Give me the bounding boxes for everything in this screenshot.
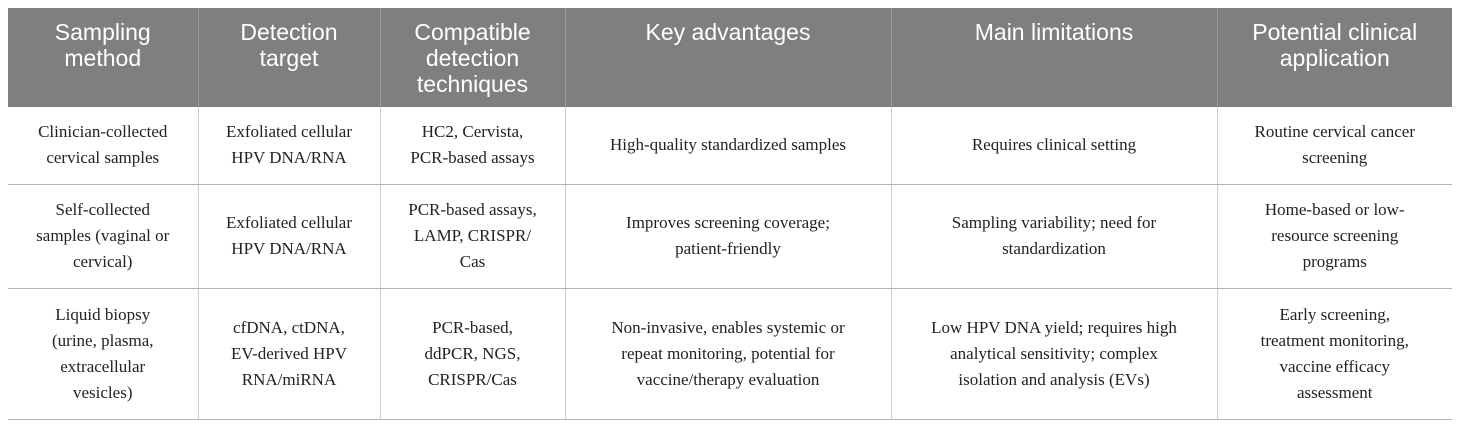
table-cell: Sampling variability; need for standardization xyxy=(891,184,1217,288)
table-cell: Low HPV DNA yield; requires high analytical sensitivity; complex isolation and analysis (EVs) xyxy=(891,288,1217,419)
table-cell: Requires clinical setting xyxy=(891,107,1217,184)
table-cell: Exfoliated cellular HPV DNA/RNA xyxy=(198,107,380,184)
table-cell: Home-based or low- resource screening programs xyxy=(1217,184,1452,288)
table-cell: cfDNA, ctDNA, EV-derived HPV RNA/miRNA xyxy=(198,288,380,419)
header-main-limitations: Main limitations xyxy=(891,8,1217,107)
table-cell: PCR-based, ddPCR, NGS, CRISPR/Cas xyxy=(380,288,565,419)
table-row xyxy=(8,107,1452,184)
comparison-table-container xyxy=(8,8,1452,420)
table-row xyxy=(8,184,1452,288)
header-sampling-method: Sampling method xyxy=(8,8,198,107)
table-header-row xyxy=(8,8,1452,107)
table-cell: High-quality standardized samples xyxy=(565,107,891,184)
sampling-methods-table xyxy=(8,8,1452,420)
table-cell: PCR-based assays, LAMP, CRISPR/ Cas xyxy=(380,184,565,288)
table-cell: Improves screening coverage; patient-friendly xyxy=(565,184,891,288)
header-detection-target: Detection target xyxy=(198,8,380,107)
table-cell: Early screening, treatment monitoring, vaccine efficacy assessment xyxy=(1217,288,1452,419)
table-cell: Clinician-collected cervical samples xyxy=(8,107,198,184)
table-cell: Self-collected samples (vaginal or cervical) xyxy=(8,184,198,288)
table-row xyxy=(8,288,1452,419)
table-cell: Liquid biopsy (urine, plasma, extracellular vesicles) xyxy=(8,288,198,419)
table-cell: Exfoliated cellular HPV DNA/RNA xyxy=(198,184,380,288)
header-key-advantages: Key advantages xyxy=(565,8,891,107)
header-clinical-application: Potential clinical application xyxy=(1217,8,1452,107)
header-compatible-techniques: Compatible detection techniques xyxy=(380,8,565,107)
table-cell: Routine cervical cancer screening xyxy=(1217,107,1452,184)
table-cell: HC2, Cervista, PCR-based assays xyxy=(380,107,565,184)
table-cell: Non-invasive, enables systemic or repeat monitoring, potential for vaccine/therapy evaluation xyxy=(565,288,891,419)
